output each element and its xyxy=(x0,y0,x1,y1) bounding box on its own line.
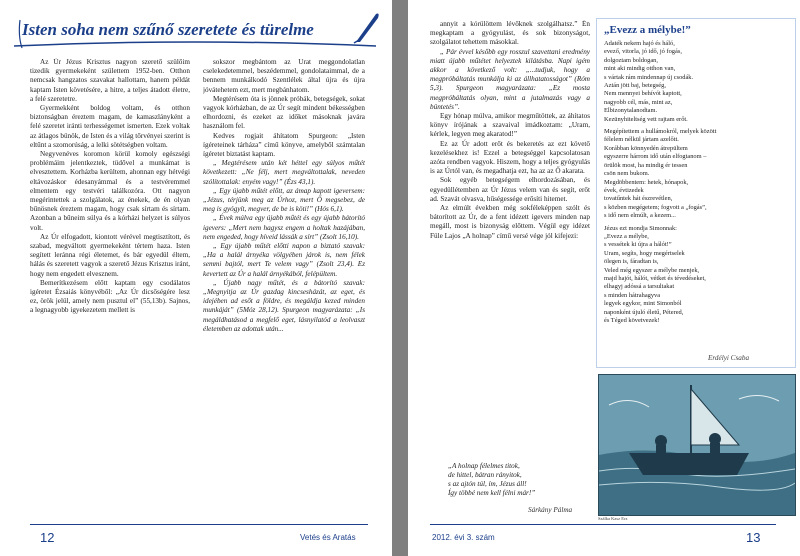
paragraph: „ Megtérésem után két héttel egy súlyos műtét következett: „Ne félj, mert megváltottalak, neveden szólítottalak: enyém vagy!” (Ézs 43,1). xyxy=(203,159,365,186)
paragraph: Egy hónap múlva, amikor megműtöttek, az áhítatos könyv írójának a szavaival imádkoztam: „Uram, kérlek, legyen meg akaratod!” xyxy=(430,112,590,139)
poem-line: evező, vitorla, jó idő, jó fogás, xyxy=(604,48,682,56)
poem-line: „A holnap félelmes titok, xyxy=(448,462,520,470)
poem-line: nagyobb cél, más, mint az, xyxy=(604,98,673,106)
paragraph: Kedves rogjait áhítatom Spurgeon: „Isten ígéreteinek tárháza” című könyve, amelyből számtalan ígéretet biztatást kaptam. xyxy=(203,131,365,159)
closing-quote-poem xyxy=(448,462,568,498)
poem-line: Nem mennyei behívót kaptott, xyxy=(604,90,682,98)
poem-line: csön nem bukom. xyxy=(604,170,650,178)
paragraph: Negyvenéves koromon körül komoly egészségi problémáim jelentkeztek, tüdővel a munkámat is elvesztettem. Korházba kerültem, ahonnan egy hétvégi eltávozáskor édesanyámmal és a testvéremmel elmentem egy testvéri találkozóra. Ott nagyon megérintettek a szolgálatok, az énekek, de én olyan bűnösnek éreztem magam, hogy csak sírtam és sírtam. Azonban a bűneim súlya és a kórházi helyzet is súlyos volt. xyxy=(30,150,190,232)
poem-line: s közben megégetem; fogvott a „fogás”, xyxy=(604,203,707,211)
right-page xyxy=(408,0,800,556)
poem-line: félelem nélkül jártam azelőtt. xyxy=(604,136,679,144)
poem-line: tovatűntek hát észrevétlen, xyxy=(604,195,673,203)
image-caption: Szálka Kasz Erz xyxy=(598,516,628,521)
poem-line: dolgoztam boldogan, xyxy=(604,56,658,64)
poem-line: Megépítettem a hullámokról, melyek között xyxy=(604,128,717,136)
paragraph: „ Egy újabb műtét előtt, az ámap kapott igeversem: „Jézus, térjünk meg az Úrhoz, mert Ő megsebez, de meg is gyógyít, megver, de be is köti!” (Hós 6,1). xyxy=(203,186,365,214)
poem-line: Elbizonytalanodtam. xyxy=(604,107,658,115)
footer-rule xyxy=(430,524,776,525)
boat-illustration xyxy=(599,375,795,515)
page-gutter xyxy=(392,0,408,556)
poem-line: Kezünyhiteltség vett rajtam erőt. xyxy=(604,115,688,123)
poem-line: Jézus ezt mondja Simonnak: xyxy=(604,224,677,232)
issue-date: 2012. évi 3. szám xyxy=(432,533,495,542)
paragraph: „ Pár évvel később egy rosszul szavettani eredmény miatt újabb műtétet helyeztek kilátásba. Napi igém akkor a következő volt: „...tudjuk, hogy a megpróbáltatás munkálja ki az állhatatosságot” (Róm 5,3). Spurgeon magyarázata: „Ez mosta megpróbáltatás olyan, mint a jutalmazás vagy a büntetés”. xyxy=(430,47,590,111)
paragraph: „ Egy újabb műtét előtti napon a biztató szavak: „Ha a halál árnyéka völgyében járok is, nem félek semmi bajtól, mert Te velem vagy” (Zsolt 23,4). Ez kevertett az Úr a halál árnyékából, felépültem. xyxy=(203,242,365,278)
quill-pen-icon xyxy=(352,10,382,44)
poem-line: Uram, segíts, hogy megértselek xyxy=(604,249,685,257)
paragraph: „ Évek múlva egy újabb műtét és egy újabb bátorító igevers: „Mert nem hagysz engem a holtak hazájában, nem engeded, hogy híveid lássák a sírt” (Zsolt 16,10). xyxy=(203,214,365,241)
article-column-2 xyxy=(203,58,365,522)
poem-text xyxy=(604,40,790,325)
poem-line: Veled még egyszer a mélybe menjek, xyxy=(604,266,700,274)
footer-rule xyxy=(30,524,368,525)
poem-line: és Téged követvezek! xyxy=(604,317,660,324)
poem-line: „Evezz a mélybe, xyxy=(604,232,649,240)
left-page xyxy=(0,0,392,556)
poem-author: Erdélyi Csaba xyxy=(708,354,750,362)
poem-line: s idő nem elmúlt, a kezem... xyxy=(604,212,676,220)
author-signature: Sárkány Pálma xyxy=(528,506,573,514)
poem-line: legyek egykor, mint Simonból xyxy=(604,300,682,308)
page-number: 13 xyxy=(746,530,761,545)
magazine-title: Vetés és Aratás xyxy=(300,533,356,542)
paragraph: Az Úr elfogadott, kiontott vérével megtisztított, és szabad, megváltott gyermekeként tértem haza. Isten segített leránna régi életemet, és bár egyedül éltem, hálás és szeretett vagyok a szerető Jézus Krisztus iránt, hogy nem engedett elvesznem. xyxy=(30,232,190,278)
poem-line: örülök most, ha mindig ér tessen xyxy=(604,161,688,169)
article-column-3 xyxy=(430,20,590,460)
page-number: 12 xyxy=(40,530,55,545)
paragraph: Sok egyéb betegségem elhordozásában, és egyedüllétemben az Úr Jézus velem van és segít, erőt ad. Szavát olvasva, hűségessége erősíti hitemet. xyxy=(430,176,590,203)
poem-line: Korábban könnyedén átrepültem xyxy=(604,144,688,152)
poem-title: „Evezz a mélybe!” xyxy=(604,24,691,36)
poem-line: Adaték nekem hajó és háló, xyxy=(604,40,675,47)
paragraph: Gyermekként boldog voltam, és otthon biztonságban éreztem magam, de kamaszlányként a felé szeretet iránti terhességemet ismerten. Ezek voltak az átlagos bünök, de Isten és a világ tőrvényei szerint is eltűnt a szomorúság, a lelki sötétségben voltam. xyxy=(30,104,190,149)
poem-line: Megdöbbentem: hetek, hónapok, xyxy=(604,178,689,186)
fishermen-engraving-image xyxy=(598,374,796,516)
poem-line: s vessétek ki újra a hálót!” xyxy=(604,241,672,249)
poem-line: naponként újuló életű, Pétered, xyxy=(604,308,684,316)
poem-line: egyszerre hárrom idő után elfogtanom – xyxy=(604,153,707,161)
paragraph: annyit a kórülöttem lévőknek szolgálhatsz.” Én megkaptam a gyógyulást, és sok bizonyságot, szolgálatot tehettem másokkal. xyxy=(430,20,590,47)
poem-line: mint aki mindig otthon van, xyxy=(604,65,676,73)
poem-line: elhagyj adóssá a tarsultakat xyxy=(604,283,675,291)
paragraph: Az Úr Jézus Krisztus nagyon szerető szülőim tizedik gyermekeként születtem 1952-ben. Otthon nemcsak hangzatos szavakat hallottam, hanem példát kaptam Isten követésére, a hitre, a teljes átadott életre, a felé szeretetre. xyxy=(30,58,190,103)
poem-line: évek, évtizedek xyxy=(604,186,644,194)
article-title: Isten soha nem szűnő szeretete és türelme xyxy=(22,20,314,39)
paragraph: sokszor megbántom az Urat meggondolatlan cselekedetemmel, beszédemmel, gondolataimmal, de a bennem munkálkodó Szentlélek által újra és újra jóvátehetem ezt, mert megbánhatom. xyxy=(203,58,365,94)
poem-line: s az ajtón túl, ím, Jézus áll! xyxy=(448,480,527,489)
paragraph: Az elmúlt években még sokféleképpen szólt és bátorított az Úr, de a fent idézett igevers minden nap megáll, most is bizonyság előttem. Végül egy idézet Füle Lajos „A holnap” című versé vége jól kifejezi: xyxy=(430,204,590,240)
poem-line: Aztán jött baj, betegség, xyxy=(604,82,666,90)
paragraph: Ez az Úr adott erőt és bekeretés az ezt követő kezelésekhez is! Ezzel a betegséggel kapcsolatosan azóta rendben vagyok. Hiszem, hogy a teljes gyógyulás is az Úrtól van, és megadhatja ezt, ha az az Ő akarata. xyxy=(430,139,590,176)
poem-line: ölegen is, fáradtan is, xyxy=(604,258,659,266)
article-column-1 xyxy=(30,58,190,522)
poem-line: s vártak rám mindennap új csodák. xyxy=(604,73,694,81)
paragraph: Bemerítkezésem előtt kaptam egy csodálatos igéretet Ézsaiás könyvéből: „Az Úr dicsőségére lesz ez, örök jelül, amely nem pusztul el” (55,13b). Sajnos, a legnagyobb igyekezetem mellett is xyxy=(30,278,190,315)
poem-line: majd hajót, hálót, vétket és tévedéseket, xyxy=(604,274,706,282)
paragraph: „ Újabb nagy műtét, és a bátorító szavak: „Megnyitja az Úr gazdag kincsesházát, az eget, és idejében ad esőt a földre, és megáldja kezed minden munkáját” (5Móz 28,12). Spurgeon magyarázata: „Is megáldhatásod a megfelő eget, lásnyilatód a leolvaszt életemben az adottak után... xyxy=(203,278,365,333)
paragraph: Megtérésem óta is jönnek próbák, betegségek, sokat vagyok kórházban, de az Úr segít mindent békességben elhordozni, és ezeket az időket másoknak javára használom fel. xyxy=(203,94,365,131)
poem-line: Így többé nem kell félni már!” xyxy=(448,489,536,498)
poem-line: s minden hátrahagyva xyxy=(604,291,661,299)
poem-line: de hittel, bátran rányitok, xyxy=(448,471,522,480)
